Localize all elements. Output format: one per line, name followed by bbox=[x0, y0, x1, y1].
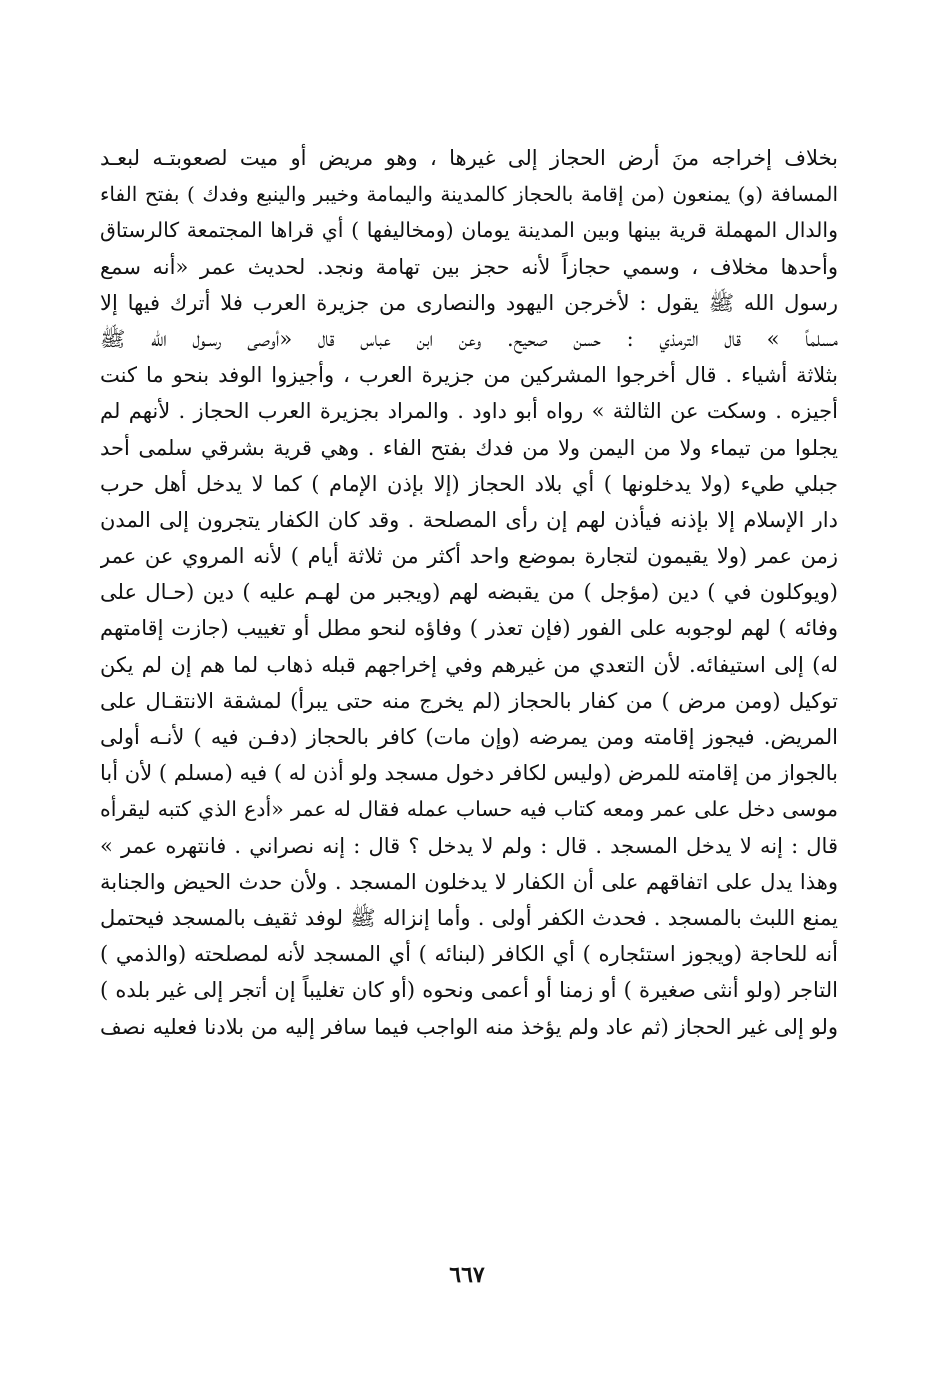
text-line: مسلماً » قال الترمذي : حسن صحيح. وعن ابن عباس قال «أوصى رسـول الله ﷺ bbox=[100, 326, 838, 351]
text-line: جبلي طيء (ولا يدخلونها ) أي بلاد الحجاز (إلا بإذن الإمام ) كما لا يدخل أهل حرب bbox=[100, 471, 838, 496]
text-line: دار الإسلام إلا بإذنه فيأذن لهم إن رأى المصلحة . وقد كان الكفار يتجرون إلى المدن bbox=[100, 507, 838, 532]
text-line: يمنع اللبث بالمسجد . فحدث الكفر أولى . وأما إنزاله ﷺ لوفد ثقيف بالمسجد فيحتمل bbox=[100, 905, 838, 930]
text-line: التاجر (ولو أنثى صغيرة ) أو زمنا أو أعمى ونحوه (أو كان تغليباً إن أتجر إلى غير بلده ) bbox=[100, 978, 838, 1003]
page-number: ٦٦٧ bbox=[449, 1262, 485, 1288]
text-line: ولو إلى غير الحجاز (ثم عاد ولم يؤخذ منه الواجب فيما سافر إليه من بلادنا فعليه نصف bbox=[100, 1014, 838, 1039]
text-line: (ويوكلون في ) دين (مؤجل ) من يقبضه لهم (ويجبر من لهـم عليه ) دين (حـال على bbox=[100, 580, 838, 605]
text-line: توكيل (ومن مرض ) من كفار بالحجاز (لم يخرج منه حتى يبرأ) لمشقة الانتقـال على bbox=[100, 688, 838, 713]
text-line: وهذا يدل على اتفاقهم على أن الكفار لا يدخلون المسجد . ولأن حدث الحيض والجنابة bbox=[100, 869, 838, 894]
text-line: أنه للحاجة (ويجوز استئجاره ) أي الكافر (لبنائه ) أي المسجد لأنه لمصلحته (والذمي ) bbox=[100, 942, 838, 967]
text-line: له) إلى استيفائه. لأن التعدي من غيرهم وفي إخراجهم قبله ذهاب لما هم إن لم يكن bbox=[100, 652, 838, 677]
text-line: والدال المهملة قرية بينها وبين المدينة يومان (ومخاليفها ) أي قراها المجتمعة كالرستاق bbox=[100, 218, 838, 243]
text-line: رسول الله ﷺ يقول : لأخرجن اليهود والنصارى من جزيرة العرب فلا أترك فيها إلا bbox=[100, 290, 838, 315]
text-line: وفائه ) لهم لوجوبه على الفور (فإن تعذر ) وفاؤه لنحو مطل أو تغييب (جازت إقامتهم bbox=[100, 616, 838, 641]
text-line: أجيزه . وسكت عن الثالثة » رواه أبو داود . والمراد بجزيرة العرب الحجاز . لأنهم لم bbox=[100, 399, 838, 424]
text-line: موسى دخل على عمر ومعه كتاب فيه حساب عمله فقال له عمر «أدع الذي كتبه ليقرأه bbox=[100, 797, 838, 822]
text-line: المريض. فيجوز إقامته ومن يمرضه (وإن مات) كافر بالحجاز (دفـن فيه ) لأنـه أولى bbox=[100, 725, 838, 749]
body-text bbox=[100, 140, 838, 1045]
text-line: بخلاف إخراجه منَ أرض الحجاز إلى غيرها ، وهو مريض أو ميت لصعوبتـه لبعـد bbox=[100, 146, 838, 170]
text-line: زمن عمر (ولا يقيمون لتجارة بموضع واحد أكثر من ثلاثة أيام ) لأنه المروي عن عمر bbox=[100, 544, 838, 569]
text-line: يجلوا من تيماء ولا من اليمن ولا من فدك بفتح الفاء . وهي قرية بشرقي سلمى أحد bbox=[100, 435, 838, 460]
text-line: بثلاثة أشياء . قال أخرجوا المشركين من جزيرة العرب ، وأجيزوا الوفد بنحو ما كنت bbox=[100, 363, 838, 388]
text-line: بالجواز من إقامته للمرض (وليس لكافر دخول مسجد ولو أذن له ) فيه (مسلم ) لأن أبا bbox=[100, 761, 838, 786]
text-line: المسافة (و) يمنعون (من إقامة بالحجاز كالمدينة واليمامة وخيبر والينبع وفدك ) بفتح الفاء bbox=[100, 182, 838, 207]
text-line: قال : إنه لا يدخل المسجد . قال : ولم لا يدخل ؟ قال : إنه نصراني . فانتهره عمر » bbox=[100, 833, 838, 858]
text-line: وأحدها مخلاف ، وسمي حجازاً لأنه حجز بين تهامة ونجد. لحديث عمر «أنه سمع bbox=[100, 254, 838, 279]
